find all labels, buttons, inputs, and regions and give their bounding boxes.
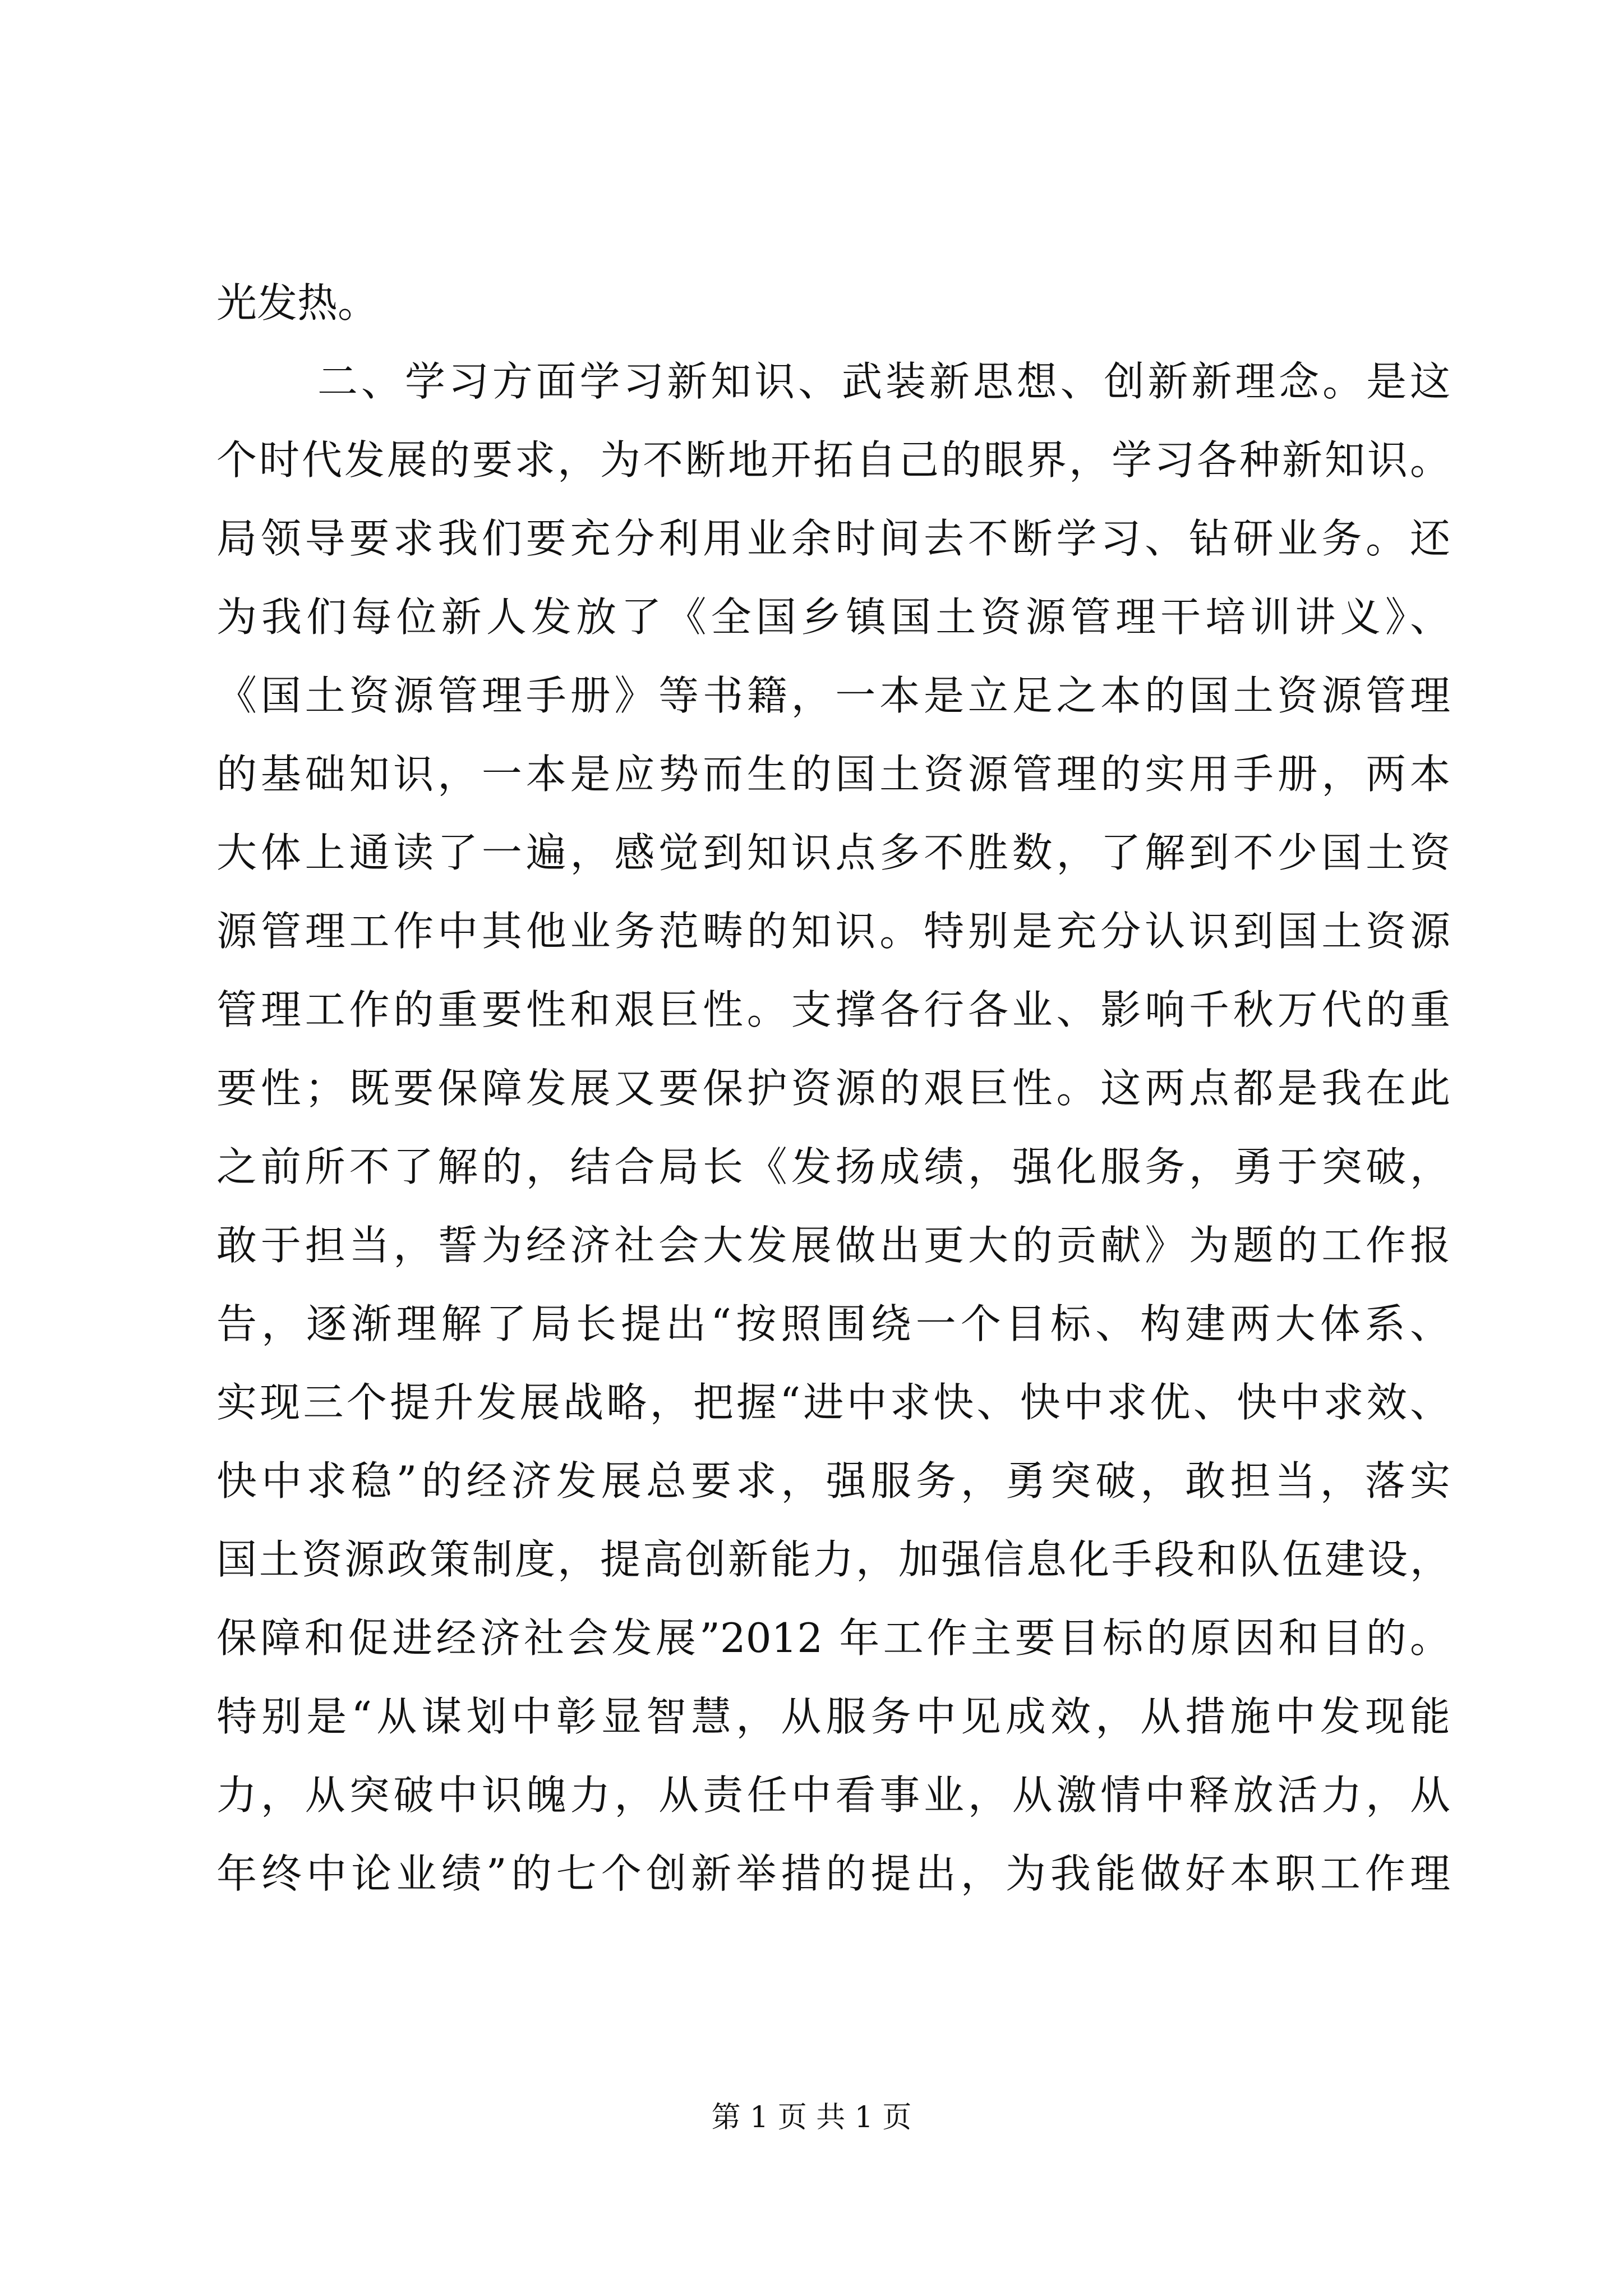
text-line: 保障和促进经济社会发展”2012 年工作主要目标的原因和目的。	[216, 1614, 1450, 1662]
text-line: 敢于担当，誓为经济社会大发展做出更大的贡献》为题的工作报	[216, 1222, 1450, 1269]
text-line: 个时代发展的要求，为不断地开拓自己的眼界，学习各种新知识。	[216, 436, 1450, 484]
paragraph-heading-line: 二、学习方面学习新知识、武装新思想、创新新理念。是这	[317, 358, 1450, 405]
text-line: 大体上通读了一遍，感觉到知识点多不胜数，了解到不少国土资	[216, 829, 1450, 876]
text-line: 源管理工作中其他业务范畴的知识。特别是充分认识到国土资源	[216, 908, 1450, 955]
text-line: 要性；既要保障发展又要保护资源的艰巨性。这两点都是我在此	[216, 1065, 1450, 1112]
page-number-footer: 第 1 页 共 1 页	[711, 2101, 912, 2134]
text-line: 国土资源政策制度，提高创新能力，加强信息化手段和队伍建设，	[216, 1536, 1450, 1583]
text-line: 快中求稳”的经济发展总要求，强服务，勇突破，敢担当，落实	[216, 1457, 1450, 1504]
text-line: 的基础知识，一本是应势而生的国土资源管理的实用手册，两本	[216, 751, 1450, 798]
text-line: 为我们每位新人发放了《全国乡镇国土资源管理干培训讲义》、	[216, 593, 1450, 641]
document-body	[216, 264, 1450, 1913]
text-line: 告，逐渐理解了局长提出“按照围绕一个目标、构建两大体系、	[216, 1300, 1450, 1347]
text-line: 实现三个提升发展战略，把握“进中求快、快中求优、快中求效、	[216, 1379, 1450, 1426]
text-line: 之前所不了解的，结合局长《发扬成绩，强化服务，勇于突破，	[216, 1143, 1450, 1190]
text-line: 力，从突破中识魄力，从责任中看事业，从激情中释放活力，从	[216, 1772, 1450, 1819]
text-line: 《国土资源管理手册》等书籍，一本是立足之本的国土资源管理	[216, 672, 1450, 719]
text-line: 年终中论业绩”的七个创新举措的提出，为我能做好本职工作理	[216, 1850, 1450, 1897]
text-line: 局领导要求我们要充分利用业余时间去不断学习、钻研业务。还	[216, 515, 1450, 562]
text-line: 特别是“从谋划中彰显智慧，从服务中见成效，从措施中发现能	[216, 1693, 1450, 1740]
text-line: 管理工作的重要性和艰巨性。支撑各行各业、影响千秋万代的重	[216, 986, 1450, 1033]
text-line: 光发热。	[216, 279, 379, 326]
